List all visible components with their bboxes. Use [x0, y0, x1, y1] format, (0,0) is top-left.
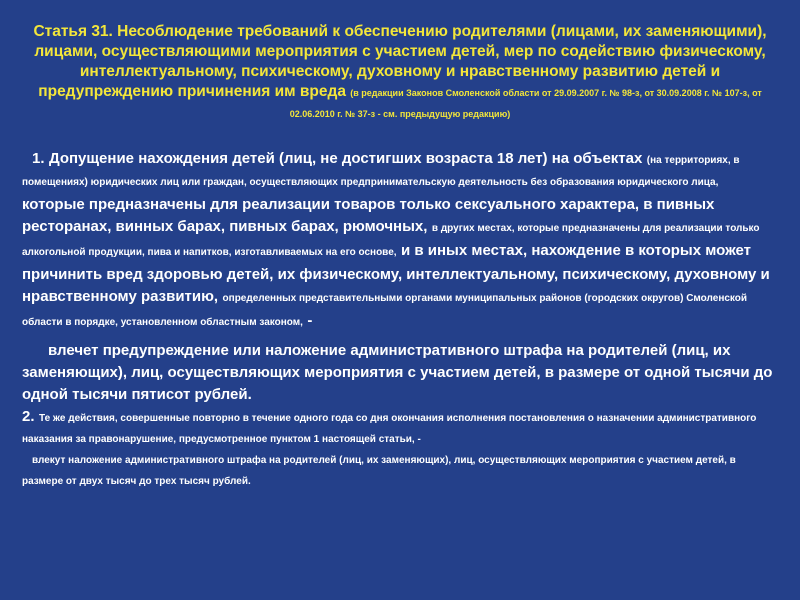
paragraph-1-part-c: которые предназначены для реализации товаров только сексуального характера, в пивных ресторанах, винных барах, пивных барах, рюмочных,: [22, 196, 715, 235]
paragraph-1-part-b: (на территориях, в помещениях) юридических лиц или граждан, осуществляющих предпринимательскую деятельность без образования юридического лица,: [22, 155, 740, 188]
paragraph-2-penalty: влекут наложение административного штрафа на родителей (лиц, их заменяющих), лиц, осуществляющих мероприятия с участием детей, в размере от двух тысяч до трех тысяч рублей.: [22, 455, 736, 487]
paragraph-1-part-f: определенных представительными органами муниципальных районов (городских округов) Смоленской области в порядке, установленном областным законом,: [22, 293, 748, 328]
article-title-note: (в редакции Законов Смоленской области от 29.09.2007 г. № 98-з, от 30.09.2008 г. № 107-з, от 02.06.2010 г. № 37-з - см. предыдущую редакцию): [289, 88, 762, 119]
article-title-text: Статья 31. Несоблюдение требований к обеспечению родителями (лицами, их заменяющими), лицами, осуществляющими мероприятия с участием детей, мер по содействию физическому, интеллектуальному, психическому, духовному и нравственному развитию детей и предупреждению причинения им вреда: [33, 23, 767, 100]
paragraph-1-part-d: в других местах, которые предназначены для реализации только алкогольной продукции, пива и напитков, изготавливаемых на его основе,: [22, 223, 760, 258]
paragraph-1-dash: -: [307, 312, 313, 329]
article-body: [22, 148, 778, 492]
paragraph-2: [22, 406, 778, 450]
article-title: [30, 22, 770, 124]
paragraph-2-text: Те же действия, совершенные повторно в течение одного года со дня окончания исполнения постановления о назначении административного наказания за правонарушение, предусмотренное пунктом 1 настоящей статьи, -: [22, 413, 757, 445]
paragraph-1: [22, 148, 778, 334]
paragraph-1-penalty: влечет предупреждение или наложение административного штрафа на родителей (лиц, их заменяющих), лиц, осуществляющих мероприятия с участием детей, в размере от одной тысячи до одной тысячи пятисот рублей.: [22, 342, 773, 403]
paragraph-1-number: 1.: [32, 150, 45, 167]
paragraph-1-part-e: и в иных местах, нахождение в которых может причинить вред здоровью детей, их физическому, интеллектуальному, психическому, духовному и нравственному развитию,: [22, 242, 770, 305]
paragraph-2-number: 2.: [22, 408, 35, 425]
paragraph-1-part-a: Допущение нахождения детей (лиц, не достигших возраста 18 лет) на объектах: [48, 150, 643, 167]
